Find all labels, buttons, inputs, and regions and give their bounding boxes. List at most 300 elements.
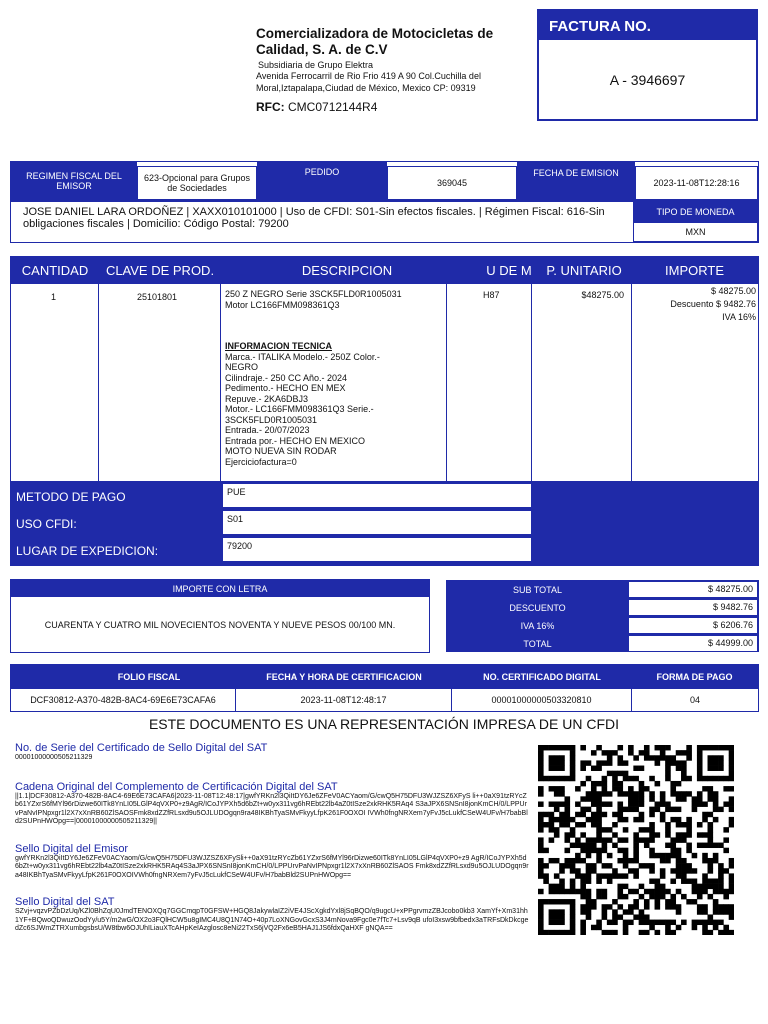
qr-module [596, 745, 602, 750]
qr-module [543, 745, 549, 750]
qr-module [607, 755, 613, 760]
qr-module [596, 812, 602, 817]
qr-module [564, 930, 570, 935]
qr-module [591, 848, 597, 853]
cfdi-title: ESTE DOCUMENTO ES UNA REPRESENTACIÓN IMPRESA DE UN CFDI [148, 716, 620, 732]
qr-module [708, 884, 714, 889]
qr-module [729, 776, 734, 781]
qr-module [628, 776, 634, 781]
col-unitario: P. UNITARIO [546, 263, 622, 278]
qr-module [681, 879, 687, 884]
totals-row [446, 581, 759, 598]
qr-module [713, 817, 719, 822]
qr-module [591, 781, 597, 786]
qr-module [644, 755, 650, 760]
qr-module [575, 786, 581, 791]
qr-module [623, 858, 629, 863]
total-label: TOTAL [523, 638, 552, 649]
qr-module [649, 776, 655, 781]
qr-module [596, 827, 602, 832]
cadena-value: ||1.1|DCF30812-A370-482B-8AC4-69E6E73CAFA6|2023-11-08T12:48:17|gwfYRKn2l3QiItDY6Je6ZFeV0ACYaom/G/cwQ5H75DFU3WJZSZ6XFyS li++0aX91tzRYcZb61YZxrS6fMYl96rDizwe60ITk8YnLI05LGlP4qVXP0+z9AgR/ICoJYPXh5d6bZt+w0yx311vg6hREbt22lb4aZ0tISze2xkRHK5RAq4 S3aJPX6SNSnI8jonKmCH/0/LPPUrvPaNvIPNpxgr1l2X7xXnRB60ZlSAOSFmk8xdZZfRLsxd9u5OJLUDOgqn9ra48IKBhTyaSMvFkyyLfpK261F0OXOI IVWh0fngNRXem7yFvJ5cLukfCSeW4UFv/H7babBld2SUPnHWOpg==|00001000000505211329|| [15, 792, 528, 825]
issuer-name: Comercializadora de Motocicletas de Calidad, S. A. de C.V [256, 26, 494, 57]
qr-module [554, 791, 560, 796]
qr-module [644, 914, 650, 919]
qr-module [718, 755, 724, 760]
qr-module [692, 807, 698, 812]
item-udm: H87 [483, 290, 500, 300]
qr-module [538, 930, 544, 935]
qr-module [676, 750, 682, 755]
receiver-text: JOSE DANIEL LARA ORDOÑEZ | XAXX010101000 | Uso de CFDI: S01-Sin efectos fiscales. | Régimen Fiscal: 616-Sin obligaciones fiscales | Domicilio: Código Postal: 79200 [23, 206, 605, 230]
qr-module [570, 832, 576, 837]
info-line: Ejerciciofactura=0 [225, 456, 297, 467]
qr-module [692, 879, 698, 884]
qr-module [602, 812, 608, 817]
qr-module [602, 889, 608, 894]
qr-module [702, 873, 708, 878]
qr-module [549, 755, 555, 760]
qr-module [538, 822, 544, 827]
qr-module [729, 889, 734, 894]
cert-header [11, 665, 758, 689]
qr-module [564, 863, 570, 868]
qr-module [607, 750, 613, 755]
qr-module [665, 925, 671, 930]
qr-module [665, 776, 671, 781]
qr-module [681, 822, 687, 827]
qr-module [660, 853, 666, 858]
qr-module [628, 807, 634, 812]
qr-module [570, 879, 576, 884]
qr-module [686, 755, 692, 760]
qr-module [612, 868, 618, 873]
qr-module [602, 786, 608, 791]
qr-module [649, 812, 655, 817]
qr-module [617, 817, 623, 822]
qr-module [607, 760, 613, 765]
qr-module [559, 884, 565, 889]
qr-module [708, 837, 714, 842]
qr-module [575, 889, 581, 894]
qr-module [580, 760, 586, 765]
qr-module [665, 832, 671, 837]
qr-module [723, 801, 729, 806]
qr-module [670, 899, 676, 904]
qr-module [713, 807, 719, 812]
qr-module [538, 791, 544, 796]
col-certificado: NO. CERTIFICADO DIGITAL [483, 672, 601, 682]
qr-module [633, 873, 639, 878]
pedido-label: PEDIDO [257, 162, 387, 182]
desc-line2: Motor LC166FMM098361Q3 [225, 299, 340, 310]
qr-module [649, 807, 655, 812]
qr-module [602, 791, 608, 796]
qr-module [559, 791, 565, 796]
qr-module [543, 930, 549, 935]
qr-module [718, 843, 724, 848]
qr-module [559, 760, 565, 765]
qr-module [538, 889, 544, 894]
qr-module [633, 832, 639, 837]
desc-spacer [225, 310, 447, 341]
folio-value: DCF30812-A370-482B-8AC4-69E6E73CAFA6 [11, 689, 236, 711]
qr-module [702, 853, 708, 858]
qr-module [580, 930, 586, 935]
qr-module [549, 899, 555, 904]
qr-module [702, 909, 708, 914]
seals-block [15, 742, 530, 934]
qr-module [617, 791, 623, 796]
qr-module [591, 750, 597, 755]
qr-module [670, 817, 676, 822]
qr-module [708, 843, 714, 848]
qr-module [549, 827, 555, 832]
qr-module [612, 750, 618, 755]
qr-module [591, 899, 597, 904]
qr-module [692, 899, 698, 904]
serie-value: 00001000000505211329 [15, 754, 93, 761]
qr-module [538, 843, 544, 848]
amount-words-text: CUARENTA Y CUATRO MIL NOVECIENTOS NOVENTA Y NUEVE PESOS 00/100 MN. [44, 619, 396, 630]
qr-module [718, 889, 724, 894]
qr-module [602, 801, 608, 806]
qr-module [639, 766, 645, 771]
qr-module [591, 863, 597, 868]
qr-module [718, 873, 724, 878]
qr-module [713, 843, 719, 848]
qr-module [660, 796, 666, 801]
qr-module [697, 801, 703, 806]
qr-module [723, 889, 729, 894]
qr-module [628, 791, 634, 796]
importe-line: IVA 16% [722, 312, 756, 322]
qr-module [676, 925, 682, 930]
qr-module [596, 920, 602, 925]
qr-module [702, 832, 708, 837]
qr-module [570, 863, 576, 868]
qr-module [655, 930, 661, 935]
regimen-value: 623-Opcional para Grupos de Sociedades [137, 166, 257, 200]
qr-module [665, 904, 671, 909]
qr-module [686, 776, 692, 781]
qr-module [686, 822, 692, 827]
qr-module [633, 837, 639, 842]
qr-module [570, 817, 576, 822]
info-line: Pedimento.- HECHO EN MEX [225, 383, 346, 393]
qr-module [633, 868, 639, 873]
importe-line: $ 48275.00 [710, 286, 756, 296]
qr-module [670, 843, 676, 848]
qr-module [729, 914, 734, 919]
qr-module [676, 858, 682, 863]
qr-module [665, 889, 671, 894]
qr-module [628, 796, 634, 801]
qr-module [623, 873, 629, 878]
info-title: INFORMACION TECNICA [225, 341, 332, 351]
qr-module [702, 843, 708, 848]
qr-module [676, 766, 682, 771]
qr-module [554, 899, 560, 904]
total-label: IVA 16% [520, 620, 555, 631]
qr-module [607, 853, 613, 858]
qr-module [559, 879, 565, 884]
qr-module [692, 920, 698, 925]
qr-module [692, 925, 698, 930]
qr-module [586, 904, 592, 909]
qr-module [697, 791, 703, 796]
qr-module [660, 801, 666, 806]
qr-module [586, 848, 592, 853]
qr-module [718, 745, 724, 750]
qr-module [697, 832, 703, 837]
totals-row [446, 635, 759, 652]
col-udm: U DE M [486, 263, 532, 278]
qr-module [692, 868, 698, 873]
qr-module [591, 796, 597, 801]
qr-module [580, 889, 586, 894]
qr-module [670, 848, 676, 853]
qr-module [676, 807, 682, 812]
qr-module [612, 920, 618, 925]
qr-module [575, 837, 581, 842]
qr-module [692, 889, 698, 894]
qr-module [570, 904, 576, 909]
qr-module [617, 745, 623, 750]
invoice-title: FACTURA NO. [539, 11, 756, 40]
qr-module [543, 848, 549, 853]
forma-pago-value: 04 [689, 695, 700, 705]
qr-module [713, 801, 719, 806]
qr-module [708, 863, 714, 868]
qr-module [596, 853, 602, 858]
qr-module [617, 837, 623, 842]
qr-module [564, 848, 570, 853]
info-line: Entrada.- 20/07/2023 [225, 425, 310, 435]
qr-module [580, 796, 586, 801]
qr-module [708, 894, 714, 899]
qr-module [713, 760, 719, 765]
qr-module [628, 786, 634, 791]
qr-module [723, 894, 729, 899]
qr-module [676, 822, 682, 827]
qr-module [670, 807, 676, 812]
qr-module [708, 920, 714, 925]
qr-module [623, 771, 629, 776]
qr-module [543, 879, 549, 884]
qr-module [596, 858, 602, 863]
qr-module [538, 899, 544, 904]
qr-module [538, 776, 544, 781]
qr-module [708, 832, 714, 837]
qr-module [543, 899, 549, 904]
qr-module [729, 786, 734, 791]
qr-module [708, 791, 714, 796]
qr-module [639, 863, 645, 868]
qr-module [723, 868, 729, 873]
issuer-rfc [256, 100, 518, 114]
qr-module [702, 889, 708, 894]
qr-module [649, 889, 655, 894]
qr-module [639, 827, 645, 832]
qr-module [596, 766, 602, 771]
qr-module [660, 868, 666, 873]
qr-module [580, 848, 586, 853]
info-line: Marca.- ITALIKA Modelo.- 250Z Color.- [225, 351, 380, 362]
serie-label: No. de Serie del Certificado de Sello Digital del SAT [15, 742, 268, 754]
qr-module [633, 807, 639, 812]
qr-module [670, 837, 676, 842]
qr-module [596, 889, 602, 894]
qr-module [602, 894, 608, 899]
qr-module [670, 853, 676, 858]
qr-module [580, 745, 586, 750]
qr-module [718, 909, 724, 914]
sello-emisor-value: gwfYRKn2l3QiItDY6Je6ZFeV0ACYaom/G/cwQ5H75DFU3WJZSZ6XFySli++0aX91tzRYcZb61YZxrS6fMYl96rDizwe60ITk8YnLI05LGlP4qVXP0+z9 AgR/ICoJYPXh5d6bZt+w0yx311vg6hREbt22lb4aZ0tISze2xkRHK5RAq4S3aJPX6SNSnI8jonKmCH/0/LPPUrvPaNvIPNpxgr1l2X7xXnRB60ZlSAOS Fmk8xdZZfRLsxd9u5OJLUDOgqn9ra48IKBhTyaSMvFkyyLfpK261F0OXOIVWh0fngNRXem7yFvJ5cLukfCSeW4UFv/H7babBld2SUPnHWOpg== [15, 854, 529, 879]
qr-module [607, 791, 613, 796]
qr-module [580, 822, 586, 827]
qr-module [660, 873, 666, 878]
qr-module [639, 920, 645, 925]
qr-module [686, 827, 692, 832]
qr-module [543, 812, 549, 817]
qr-module [708, 868, 714, 873]
qr-module [633, 801, 639, 806]
qr-module [586, 863, 592, 868]
qr-module [591, 812, 597, 817]
qr-module [697, 843, 703, 848]
qr-module [617, 904, 623, 909]
qr-module [549, 801, 555, 806]
qr-module [697, 750, 703, 755]
fecha-emision-label: FECHA DE EMISION [517, 162, 635, 184]
qr-module [554, 760, 560, 765]
qr-module [538, 904, 544, 909]
qr-module [633, 889, 639, 894]
info-line: 3SCK5FLD0R1005031 [225, 414, 318, 425]
qr-module [596, 894, 602, 899]
qr-module [612, 930, 618, 935]
qr-module [586, 879, 592, 884]
qr-module [633, 853, 639, 858]
qr-module [586, 853, 592, 858]
qr-module [713, 755, 719, 760]
qr-module [559, 817, 565, 822]
qr-module [633, 848, 639, 853]
qr-module [681, 858, 687, 863]
qr-module [580, 879, 586, 884]
qr-module [564, 745, 570, 750]
qr-module [702, 745, 708, 750]
qr-module [729, 863, 734, 868]
qr-module [607, 771, 613, 776]
qr-module [543, 863, 549, 868]
qr-module [649, 863, 655, 868]
qr-module [596, 925, 602, 930]
qr-module [665, 755, 671, 760]
qr-module [686, 745, 692, 750]
qr-module [708, 766, 714, 771]
qr-module [644, 920, 650, 925]
qr-module [559, 909, 565, 914]
qr-module [633, 791, 639, 796]
qr-module [692, 801, 698, 806]
qr-module [644, 745, 650, 750]
qr-module [633, 843, 639, 848]
info-line: Entrada por.- HECHO EN MEXICO [225, 435, 366, 446]
qr-module [538, 920, 544, 925]
qr-module [729, 750, 734, 755]
qr-module [586, 914, 592, 919]
item-description [225, 289, 447, 467]
qr-module [713, 884, 719, 889]
qr-module [697, 755, 703, 760]
qr-module [554, 832, 560, 837]
qr-module [713, 920, 719, 925]
qr-module [670, 791, 676, 796]
qr-module [708, 812, 714, 817]
issuer-address: Avenida Ferrocarril de Rio Frio 419 A 90 Col.Cuchilla del Moral,Iztapalapa,Ciudad de México, Mexico CP: 09319 [256, 71, 481, 93]
qr-module [676, 889, 682, 894]
qr-module [676, 868, 682, 873]
qr-module [708, 760, 714, 765]
qr-module [702, 858, 708, 863]
qr-module [602, 760, 608, 765]
qr-module [543, 822, 549, 827]
qr-module [702, 786, 708, 791]
qr-module [617, 807, 623, 812]
qr-module [549, 760, 555, 765]
qr-module [681, 868, 687, 873]
qr-module [586, 776, 592, 781]
qr-module [554, 755, 560, 760]
qr-module [676, 904, 682, 909]
pedido-value: 369045 [387, 166, 517, 200]
qr-module [681, 776, 687, 781]
total-value: $ 44999.00 [629, 636, 757, 651]
qr-module [633, 755, 639, 760]
qr-module [612, 909, 618, 914]
qr-module [676, 848, 682, 853]
col-importe: IMPORTE [665, 263, 724, 278]
qr-module [623, 894, 629, 899]
qr-module [575, 868, 581, 873]
qr-module [628, 868, 634, 873]
qr-module [676, 909, 682, 914]
qr-module [702, 920, 708, 925]
qr-module [708, 755, 714, 760]
qr-module [602, 837, 608, 842]
qr-module [639, 914, 645, 919]
qr-module [665, 760, 671, 765]
qr-module [681, 873, 687, 878]
qr-module [718, 863, 724, 868]
qr-module [554, 884, 560, 889]
item-cantidad: 1 [51, 292, 57, 302]
qr-module [549, 909, 555, 914]
total-value: $ 48275.00 [629, 582, 757, 597]
qr-module [538, 817, 544, 822]
qr-module [612, 812, 618, 817]
qr-module [538, 868, 544, 873]
qr-module [612, 832, 618, 837]
row-cell-clave [99, 284, 221, 481]
qr-module [559, 755, 565, 760]
qr-module [708, 914, 714, 919]
qr-module [649, 853, 655, 858]
qr-module [686, 848, 692, 853]
qr-module [580, 920, 586, 925]
qr-module [549, 766, 555, 771]
